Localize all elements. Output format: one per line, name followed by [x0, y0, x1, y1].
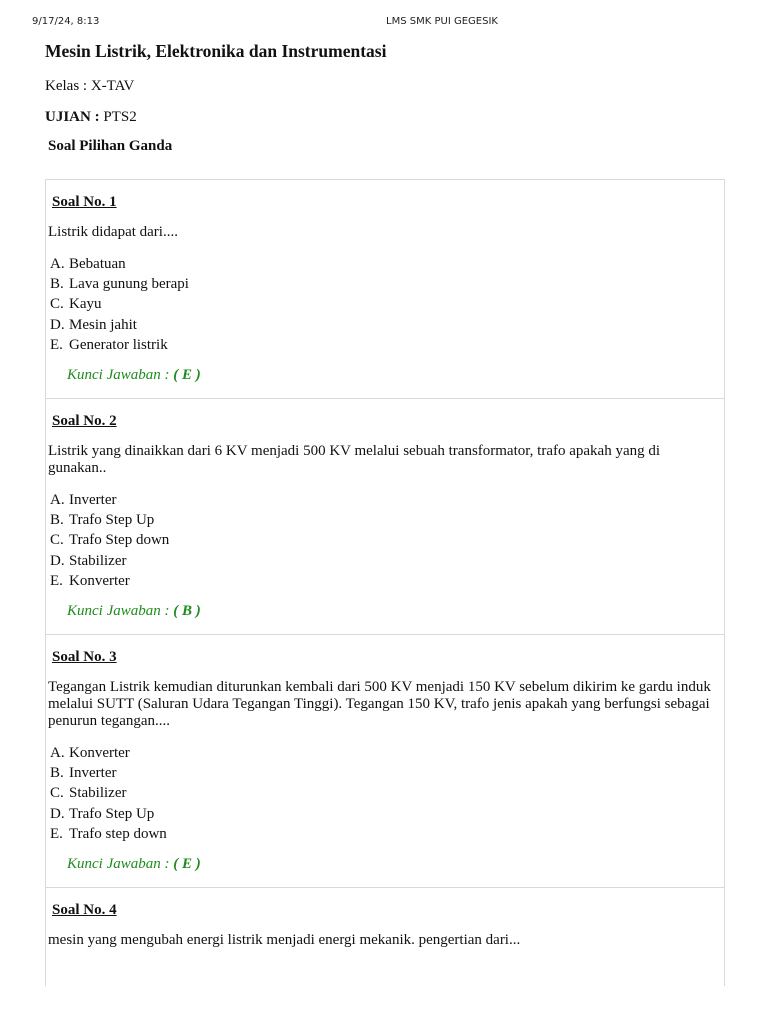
answer-key-value: ( E ) — [173, 856, 201, 873]
option-item — [50, 763, 724, 783]
option-text: Konverter — [69, 572, 130, 589]
option-text: Stabilizer — [69, 552, 127, 569]
option-item — [50, 783, 724, 803]
option-text: Stabilizer — [69, 785, 127, 802]
print-header — [0, 16, 768, 30]
option-letter: D. — [50, 552, 65, 569]
print-site-title: LMS SMK PUI GEGESIK — [386, 16, 498, 27]
option-letter: B. — [50, 276, 64, 293]
answer-key — [67, 856, 724, 873]
option-letter: E. — [50, 572, 63, 589]
option-text: Kayu — [69, 296, 102, 313]
kelas-value: X-TAV — [90, 78, 135, 94]
option-letter: C. — [50, 532, 64, 549]
option-text: Inverter — [69, 765, 117, 782]
page-title: Mesin Listrik, Elektronika dan Instrumentasi — [45, 41, 387, 61]
option-letter: D. — [50, 316, 65, 333]
option-item — [50, 824, 724, 844]
option-item — [50, 335, 724, 355]
ujian-label: UJIAN : — [45, 109, 100, 125]
print-page-number — [731, 1000, 734, 1010]
option-text: Trafo Step down — [69, 532, 170, 549]
question-title: Soal No. 3 — [52, 649, 117, 666]
option-list — [50, 743, 724, 844]
option-item — [50, 315, 724, 335]
question-text: Listrik didapat dari.... — [48, 224, 178, 240]
ujian-value: PTS2 — [103, 109, 137, 125]
ujian-line — [45, 109, 137, 126]
option-letter: C. — [50, 296, 64, 313]
question-text: Tegangan Listrik kemudian diturunkan kembali dari 500 KV menjadi 150 KV sebelum dikirim ke gardu induk melalui SUTT (Saluran Udara Tegangan Tinggi). Tegangan 150 KV, trafo jenis apakah yang berfungsi sebagai penurun tegangan.... — [48, 679, 711, 730]
print-footer — [0, 998, 768, 1010]
question-text: Listrik yang dinaikkan dari 6 KV menjadi 500 KV melalui sebuah transformator, trafo apakah yang di gunakan.. — [48, 443, 661, 477]
option-letter: A. — [50, 256, 65, 272]
option-item — [50, 551, 724, 571]
print-datetime: 9/17/24, 8:13 — [32, 16, 100, 27]
answer-key-value: ( E ) — [173, 367, 201, 384]
question-card-2 — [46, 399, 724, 635]
question-title: Soal No. 2 — [52, 413, 117, 430]
print-url — [32, 1000, 35, 1010]
option-item — [50, 490, 724, 510]
option-text: Trafo Step Up — [69, 805, 155, 822]
answer-key-label: Kunci Jawaban : — [67, 603, 170, 620]
answer-key — [67, 367, 724, 384]
option-item — [50, 294, 724, 314]
section-title: Soal Pilihan Ganda — [48, 138, 173, 154]
question-card-4 — [46, 888, 724, 986]
answer-key-value: ( B ) — [173, 603, 201, 620]
question-list — [45, 179, 725, 986]
kelas-line — [45, 78, 134, 95]
question-card-1 — [46, 180, 724, 399]
option-text: Trafo step down — [69, 825, 167, 842]
kelas-label: Kelas : — [45, 78, 88, 94]
question-title: Soal No. 1 — [52, 194, 117, 210]
option-item — [50, 274, 724, 294]
option-list — [50, 254, 724, 355]
option-letter: B. — [50, 765, 64, 782]
option-text: Bebatuan — [69, 256, 126, 272]
option-text: Konverter — [69, 745, 130, 762]
option-letter: E. — [50, 336, 63, 353]
question-title: Soal No. 4 — [52, 902, 117, 919]
option-item — [50, 743, 724, 763]
question-card-3 — [46, 635, 724, 888]
option-list — [50, 490, 724, 591]
answer-key — [67, 603, 724, 620]
answer-key-label: Kunci Jawaban : — [67, 856, 170, 873]
option-text: Lava gunung berapi — [69, 276, 189, 293]
option-text: Generator listrik — [69, 336, 168, 353]
option-text: Inverter — [69, 492, 117, 509]
option-text: Mesin jahit — [69, 316, 137, 333]
answer-key-label: Kunci Jawaban : — [67, 367, 170, 384]
option-item — [50, 804, 724, 824]
option-letter: A. — [50, 492, 65, 509]
question-text: mesin yang mengubah energi listrik menjadi energi mekanik. pengertian dari... — [48, 932, 521, 949]
option-item — [50, 254, 724, 274]
option-item — [50, 510, 724, 530]
option-letter: C. — [50, 785, 64, 802]
option-letter: E. — [50, 825, 63, 842]
option-letter: B. — [50, 512, 64, 529]
option-letter: A. — [50, 745, 65, 762]
option-item — [50, 571, 724, 591]
option-item — [50, 530, 724, 550]
option-letter: D. — [50, 805, 65, 822]
option-text: Trafo Step Up — [69, 512, 155, 529]
